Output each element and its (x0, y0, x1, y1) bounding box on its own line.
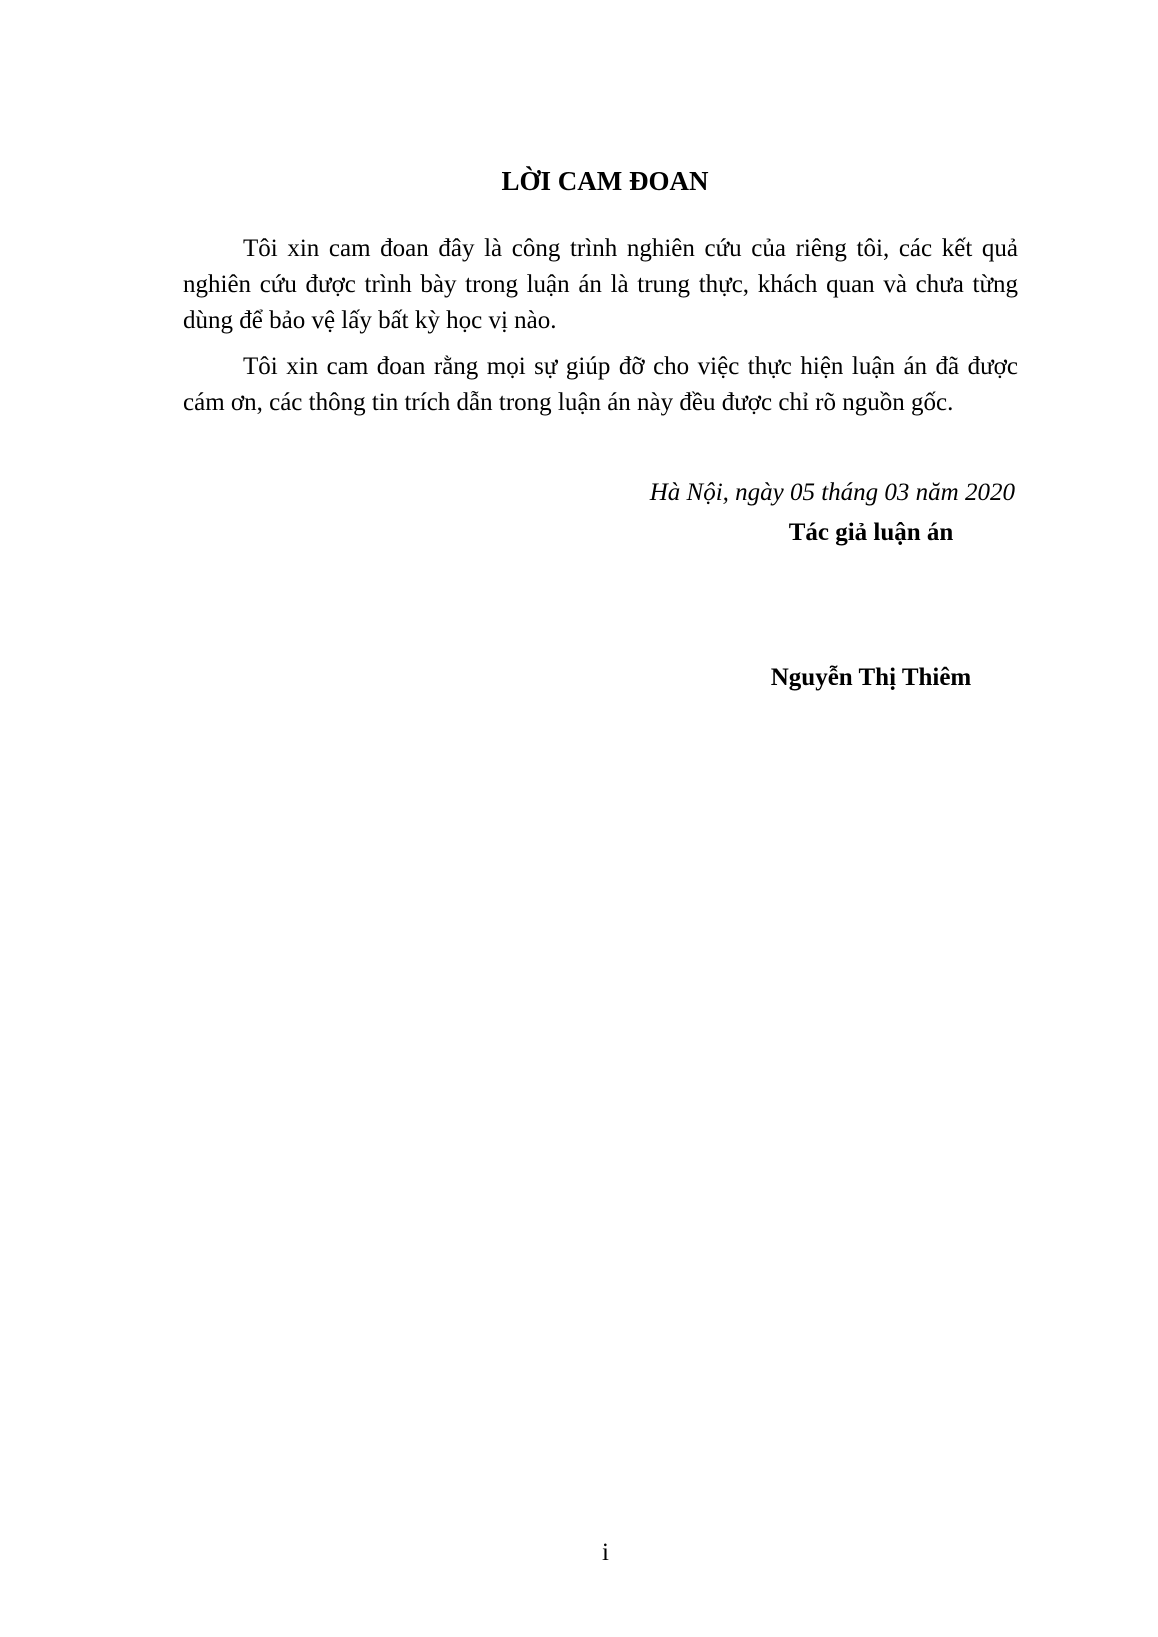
paragraph-line: Tôi xin cam đoan đây là công trình nghiên cứu của riêng tôi, các kết quả (243, 235, 1018, 262)
author-role-label: Tác giả luận án (788, 519, 954, 546)
paragraph-1 (183, 231, 1018, 339)
page-number: i (602, 1539, 609, 1566)
paragraph-line: dùng để bảo vệ lấy bất kỳ học vị nào. (183, 307, 557, 334)
page-title: LỜI CAM ĐOAN (501, 166, 709, 196)
paragraph-line: Tôi xin cam đoan rằng mọi sự giúp đỡ cho việc thực hiện luận án đã được (243, 353, 1018, 380)
author-name: Nguyễn Thị Thiêm (770, 664, 972, 691)
paragraph-2 (183, 349, 1018, 421)
signature-date-line: Hà Nội, ngày 05 tháng 03 năm 2020 (649, 479, 1015, 506)
paragraph-line: cám ơn, các thông tin trích dẫn trong luận án này đều được chỉ rõ nguồn gốc. (183, 389, 954, 416)
paragraph-line: nghiên cứu được trình bày trong luận án là trung thực, khách quan và chưa từng (183, 271, 1018, 298)
